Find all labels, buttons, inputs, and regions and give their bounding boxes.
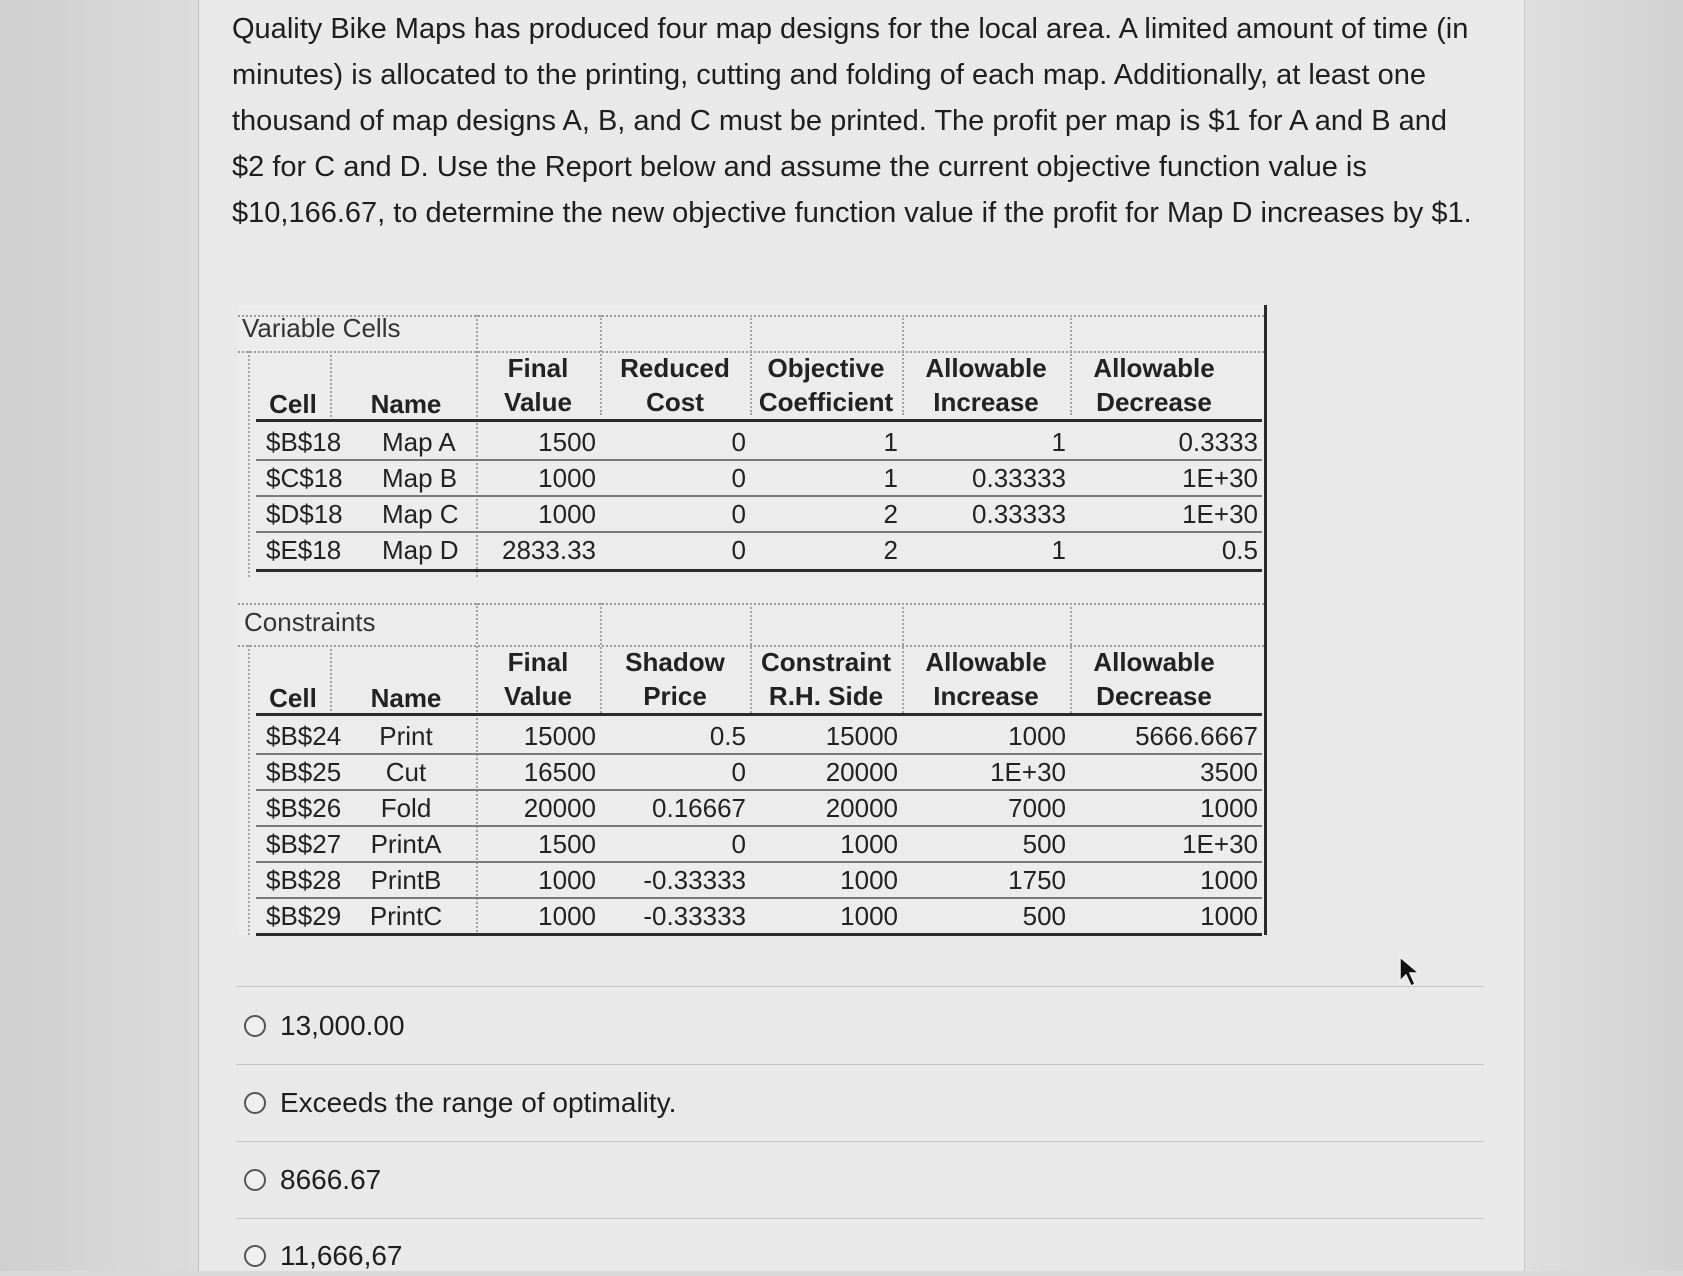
answer-option-3[interactable]	[244, 1160, 381, 1200]
con-header-constraint: Constraint	[761, 647, 891, 677]
con-header-name: Name	[370, 683, 442, 713]
variable-cells-title: Variable Cells	[242, 313, 401, 343]
var-header-value: Value	[504, 387, 572, 417]
con-cell-ref: $B$24	[266, 721, 342, 751]
sensitivity-report	[238, 305, 1267, 935]
con-shadow-price: 0	[731, 757, 746, 787]
radio-button[interactable]	[244, 1015, 266, 1037]
con-allowable-increase: 1750	[1008, 865, 1066, 895]
var-objective-coef: 2	[883, 535, 898, 565]
con-header-final: Final	[507, 647, 569, 677]
question-text: Quality Bike Maps has produced four map designs for the local area. A limited amount of time (in minutes) is allocated to the printing, cutting and folding of each map. Additionally, at least one thousand of map designs A, B, and C must be printed. The profit per map is $1 for A and B and $2 for C and D. Use the Report below and assume the current objective function value is $10,166.67, to determine the new objective function value if the profit for Map D increases by $1.	[232, 13, 1472, 229]
mouse-cursor-icon	[1398, 955, 1424, 989]
con-final-value: 15000	[523, 721, 596, 751]
option-divider	[236, 986, 1484, 987]
var-header-reduced: Reduced	[620, 353, 730, 383]
answer-option-4[interactable]	[244, 1236, 403, 1276]
var-final-value: 2833.33	[502, 535, 596, 565]
var-cell-ref: $E$18	[266, 535, 342, 565]
answer-option-label: 11,666,67	[280, 1240, 403, 1271]
var-header-cell: Cell	[269, 389, 317, 419]
var-final-value: 1500	[538, 427, 596, 457]
con-shadow-price: 0	[731, 829, 746, 859]
answer-option-label: 8666.67	[280, 1164, 382, 1195]
con-rhs: 1000	[840, 865, 898, 895]
option-divider	[236, 1064, 1484, 1065]
con-cell-name: PrintA	[370, 829, 442, 859]
con-header-rule	[256, 713, 1262, 716]
var-objective-coef: 1	[883, 463, 898, 493]
con-cell-name: PrintC	[369, 901, 443, 931]
con-final-value: 16500	[523, 757, 596, 787]
answer-option-1[interactable]	[244, 1006, 405, 1046]
var-objective-coef: 1	[883, 427, 898, 457]
con-header-allowable-inc: Allowable	[925, 647, 1047, 677]
var-allowable-increase: 1	[1051, 427, 1066, 457]
con-rhs: 15000	[825, 721, 898, 751]
con-shadow-price: 0.5	[709, 721, 746, 751]
var-header-decrease: Decrease	[1096, 387, 1212, 417]
background-right	[1523, 0, 1683, 1271]
con-final-value: 1500	[538, 829, 596, 859]
con-cell-ref: $B$25	[266, 757, 342, 787]
var-header-final: Final	[507, 353, 569, 383]
var-reduced-cost: 0	[731, 427, 746, 457]
con-allowable-increase: 1E+30	[990, 757, 1066, 787]
grid-line	[330, 351, 332, 421]
con-rhs: 20000	[825, 793, 898, 823]
var-cell-ref: $C$18	[266, 463, 343, 493]
con-allowable-decrease: 1000	[1200, 793, 1258, 823]
con-table-bottom-rule	[256, 933, 1262, 936]
answer-option-label: 13,000.00	[280, 1010, 405, 1041]
con-header-value: Value	[504, 681, 572, 711]
var-header-cost: Cost	[646, 387, 704, 417]
con-allowable-decrease: 1E+30	[1182, 829, 1258, 859]
var-allowable-decrease: 0.3333	[1178, 427, 1258, 457]
var-reduced-cost: 0	[731, 463, 746, 493]
var-allowable-increase: 0.33333	[972, 463, 1066, 493]
var-objective-coef: 2	[883, 499, 898, 529]
radio-button[interactable]	[244, 1169, 266, 1191]
con-shadow-price: -0.33333	[643, 901, 746, 931]
var-header-coefficient: Coefficient	[758, 387, 894, 417]
con-rhs: 1000	[840, 901, 898, 931]
var-cell-name: Map C	[382, 499, 459, 529]
var-table-bottom-rule	[256, 569, 1262, 572]
var-header-rule	[256, 419, 1262, 422]
option-divider	[236, 1141, 1484, 1142]
con-allowable-decrease: 5666.6667	[1135, 721, 1258, 751]
constraints-title: Constraints	[244, 607, 376, 637]
con-allowable-increase: 7000	[1008, 793, 1066, 823]
con-cell-name: Fold	[380, 793, 432, 823]
con-cell-name: Cut	[385, 757, 427, 787]
var-allowable-decrease: 1E+30	[1182, 463, 1258, 493]
answer-option-label: Exceeds the range of optimality.	[280, 1087, 677, 1118]
answer-option-2[interactable]	[244, 1083, 676, 1123]
grid-line	[248, 351, 250, 577]
radio-button[interactable]	[244, 1245, 266, 1267]
con-allowable-increase: 500	[1022, 829, 1066, 859]
con-allowable-increase: 1000	[1008, 721, 1066, 751]
con-cell-ref: $B$28	[266, 865, 342, 895]
var-allowable-increase: 1	[1051, 535, 1066, 565]
con-header-shadow: Shadow	[625, 647, 725, 677]
var-cell-ref: $B$18	[266, 427, 342, 457]
var-reduced-cost: 0	[731, 499, 746, 529]
var-cell-name: Map D	[382, 535, 459, 565]
con-header-allowable-dec: Allowable	[1093, 647, 1215, 677]
con-allowable-decrease: 1000	[1200, 901, 1258, 931]
con-final-value: 1000	[538, 901, 596, 931]
con-final-value: 1000	[538, 865, 596, 895]
con-header-decrease: Decrease	[1096, 681, 1212, 711]
con-allowable-decrease: 1000	[1200, 865, 1258, 895]
var-allowable-increase: 0.33333	[972, 499, 1066, 529]
var-header-increase: Increase	[933, 387, 1039, 417]
var-final-value: 1000	[538, 499, 596, 529]
con-cell-ref: $B$26	[266, 793, 342, 823]
con-cell-name: PrintB	[370, 865, 442, 895]
con-cell-name: Print	[379, 721, 433, 751]
var-cell-name: Map B	[382, 463, 458, 493]
con-header-rhs: R.H. Side	[768, 681, 884, 711]
con-header-increase: Increase	[933, 681, 1039, 711]
con-rhs: 1000	[840, 829, 898, 859]
con-rhs: 20000	[825, 757, 898, 787]
con-shadow-price: -0.33333	[643, 865, 746, 895]
con-cell-ref: $B$27	[266, 829, 342, 859]
var-header-allowable-inc: Allowable	[925, 353, 1047, 383]
var-header-allowable-dec: Allowable	[1093, 353, 1215, 383]
con-cell-ref: $B$29	[266, 901, 342, 931]
var-cell-name: Map A	[382, 427, 456, 457]
var-allowable-decrease: 1E+30	[1182, 499, 1258, 529]
con-final-value: 20000	[523, 793, 596, 823]
var-header-objective: Objective	[767, 353, 885, 383]
con-header-price: Price	[643, 681, 707, 711]
option-divider	[236, 1218, 1484, 1219]
grid-line	[248, 645, 250, 935]
background-left	[0, 0, 198, 1271]
con-allowable-decrease: 3500	[1200, 757, 1258, 787]
var-header-name: Name	[370, 389, 442, 419]
con-allowable-increase: 500	[1022, 901, 1066, 931]
con-header-cell: Cell	[269, 683, 317, 713]
con-shadow-price: 0.16667	[652, 793, 746, 823]
var-cell-ref: $D$18	[266, 499, 343, 529]
var-final-value: 1000	[538, 463, 596, 493]
radio-button[interactable]	[244, 1092, 266, 1114]
var-allowable-decrease: 0.5	[1221, 535, 1258, 565]
grid-line	[330, 645, 332, 715]
var-reduced-cost: 0	[731, 535, 746, 565]
